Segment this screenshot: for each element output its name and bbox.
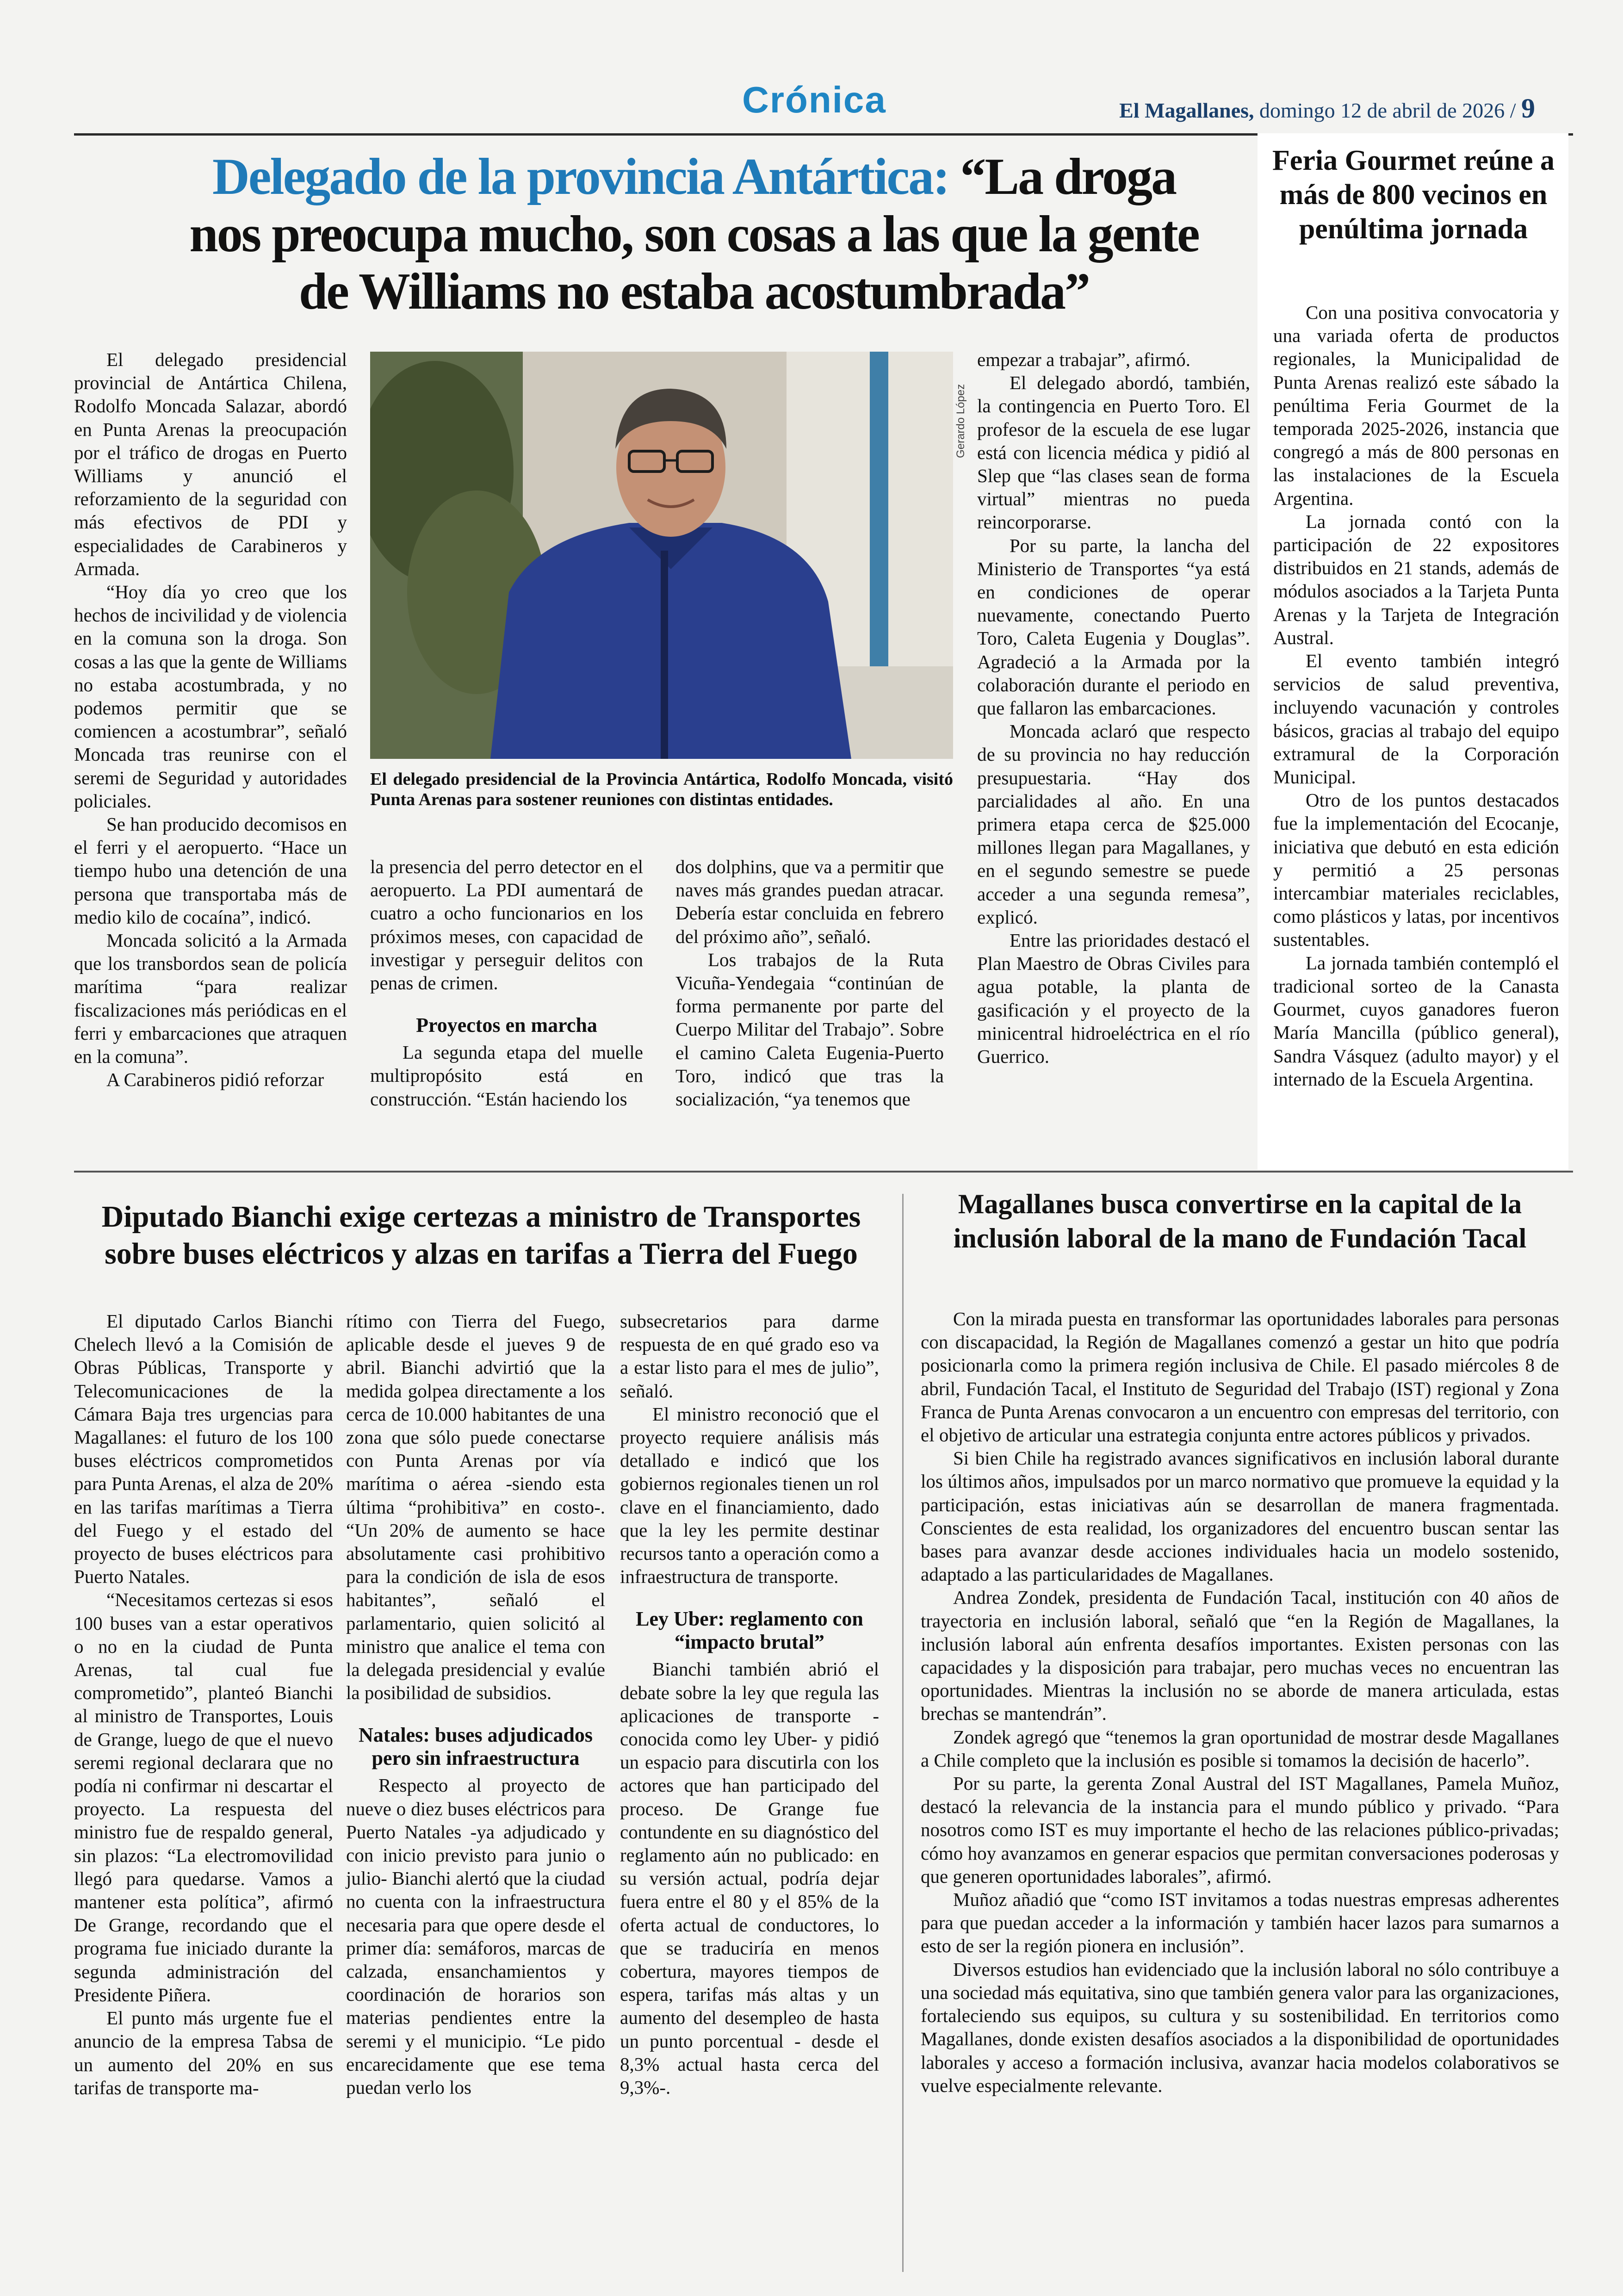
- paragraph: empezar a trabajar”, afirmó.: [977, 349, 1190, 370]
- paragraph: El delegado presidencial provincial de Antártica Chilena, Rodolfo Moncada Salazar, abordó en Punta Arenas la preocupación por el tráfico de drogas en Puerto Williams y anunció el reforzamiento de la seguridad con más efectivos de PDI y especialidades de Carabineros y Armada.: [74, 349, 347, 579]
- issue-date: domingo 12 de abril de 2026: [1259, 99, 1505, 122]
- feria-body: [1273, 301, 1559, 1091]
- paragraph: Moncada solicitó a la Armada que los transbordos sean de policía marítima “para realizar fiscalizaciones más periódicas en el ferri y embarcaciones que atraquen en la comuna”.: [74, 930, 347, 1067]
- feria-headline: Feria Gourmet reúne a más de 800 vecinos en penúltima jornada: [1272, 145, 1555, 245]
- main-story-column-4: [977, 348, 1250, 1068]
- subheading: Proyectos en marcha: [416, 1014, 597, 1037]
- paragraph: Se han producido decomisos en el ferri y el aeropuerto. “Hace un tiempo hubo una detención de una persona que transportaba más de medio kilo de cocaína”, indicó.: [74, 813, 347, 928]
- section-title: Crónica: [742, 79, 886, 120]
- paragraph: Con una positiva convocatoria y una variada oferta de productos regionales, la Municipalidad de Punta Arenas realizó este sábado la penúltima Feria Gourmet de la temporada 2025-2026, instancia que congregó a más de 800 personas en las instalaciones de la Escuela Argentina.: [1273, 302, 1559, 509]
- diputado-column-3: [620, 1309, 879, 2099]
- photo-credit: Gerardo López: [954, 384, 967, 458]
- paragraph: La jornada contó con la participación de 22 expositores distribuidos en 21 stands, además de módulos asociados a la Tarjeta Punta Arenas y la Tarjeta de Integración Austral.: [1273, 510, 1559, 648]
- paragraph: Los trabajos de la Ruta Vicuña-Yendegaia “continúan de forma permanente por parte del Cuerpo Militar del Trabajo”. Sobre el camino Caleta Eugenia-Puerto Toro, indicó que tras la socialización, “ya tenemos que: [675, 949, 944, 1110]
- paragraph: “Hoy día yo creo que los hechos de incivilidad y de violencia en la comuna son la droga. Son cosas a las que la gente de Williams no estaba acostumbrada, y no podemos permitir que se comiencen a acostumbrar”, señaló Moncada tras reunirse con el seremi de Seguridad y autoridades policiales.: [74, 581, 347, 812]
- subheading: Ley Uber: reglamento con “impacto brutal”: [636, 1607, 863, 1654]
- page-number: 9: [1521, 93, 1535, 124]
- paragraph: rítimo con Tierra del Fuego, aplicable desde el jueves 9 de abril. Bianchi advirtió que la medida golpea directamente a los cerca de 10.000 habitantes de una zona que sólo puede conectarse con Punta Arenas por vía marítima o aérea -siendo esta última “prohibitiva” en costo-. “Un 20% de aumento se hace absolutamente casi prohibitivo para la condición de isla de esos habitantes”, señaló el parlamentario, quien solicitó al ministro que analice el tema con la delegada presidencial y evalúe la posibilidad de subsidios.: [346, 1310, 605, 1704]
- headline-quote: “La droga nos preocupa mucho, son cosas a las que la gente de Williams no estaba acostumbrada”: [189, 148, 1199, 320]
- paragraph: Bianchi también abrió el debate sobre la ley que regula las aplicaciones de transporte - conocida como ley Uber- y pidió un espacio para discutirla con los actores que han participado del proceso. De Grange fue contundente en su diagnóstico del reglamento aún no publicado: en su versión actual, podría dejar fuera entre el 80 y el 85% de la oferta actual de conductores, lo que se traduciría en menos cobertura, mayores tiempos de espera, tarifas más altas y un aumento del desempleo de hasta un punto porcentual - desde el 8,3% actual hasta cerca del 9,3%-.: [620, 1658, 879, 2098]
- newspaper-name: El Magallanes,: [1119, 99, 1254, 122]
- diputado-column-2: [346, 1309, 605, 2099]
- subheading: Natales: buses adjudicados pero sin infraestructura: [358, 1724, 593, 1770]
- paragraph: El punto más urgente fue el anuncio de la empresa Tabsa de un aumento del 20% en sus tarifas de transporte ma-: [74, 2007, 333, 2098]
- paragraph: Por su parte, la gerenta Zonal Austral del IST Magallanes, Pamela Muñoz, destacó la relevancia de la instancia para el mundo público y privado. “Para nosotros como IST es muy importante el hecho de las relaciones público-privadas; cómo hoy avanzamos en generar espacios que permitan conversaciones poderosas y que generen oportunidades laborales”, afirmó.: [921, 1773, 1559, 1887]
- paragraph: Zondek agregó que “tenemos la gran oportunidad de mostrar desde Magallanes a Chile completo que la inclusión es posible si tomamos la decisión de hacerlo”.: [921, 1726, 1559, 1771]
- paragraph: Otro de los puntos destacados fue la implementación del Ecocanje, iniciativa que debutó en esta edición y permitió a 25 personas intercambiar materiales reciclables, como plásticos y latas, por incentivos sustentables.: [1273, 789, 1559, 950]
- paragraph: A Carabineros pidió reforzar: [106, 1069, 324, 1091]
- paragraph: Andrea Zondek, presidenta de Fundación Tacal, institución con 40 años de trayectoria en inclusión laboral, señaló que “en la Región de Magallanes, la inclusión laboral aún enfrenta desafíos importantes. Existen personas con las capacidades y la disposición para trabajar, pero muchas veces no encuentran las oportunidades. Mientras la inclusión no se aborde de manera articulada, estas brechas se mantendrán”.: [921, 1587, 1559, 1725]
- section-divider: [74, 1171, 1573, 1173]
- paragraph: Diversos estudios han evidenciado que la inclusión laboral no sólo contribuye a una sociedad más equitativa, sino que también genera valor para las organizaciones, fortaleciendo sus equipos, su cultura y su sostenibilidad. En territorios como Magallanes, donde existen desafíos asociados a la disponibilidad de oportunidades laborales y acceso a formación inclusiva, avanzar hacia modelos colaborativos se vuelve especialmente relevante.: [921, 1958, 1559, 2096]
- diputado-column-1: [74, 1309, 333, 2099]
- paragraph: Si bien Chile ha registrado avances significativos en inclusión laboral durante los últimos años, impulsados por un marco normativo que promueve la equidad y la participación, estas iniciativas aún se desarrollan de manera fragmentada. Conscientes de esta realidad, los organizadores del encuentro buscan sentar las bases para avanzar desde acciones individuales hacia un modelo sostenido, adaptado a las particularidades de Magallanes.: [921, 1447, 1559, 1585]
- paragraph: Por su parte, la lancha del Ministerio de Transportes “ya está en condiciones de operar nuevamente, conectando Puerto Toro, Caleta Eugenia y Douglas”. Agradeció a la Armada por la colaboración durante el periodo en que fallaron las embarcaciones.: [977, 534, 1250, 719]
- paragraph: El ministro reconoció que el proyecto requiere análisis más detallado e indicó que los gobiernos regionales tienen un rol clave en el financiamiento, dado que la ley les permite destinar recursos tanto a operación como a infraestructura de transporte.: [620, 1403, 879, 1588]
- paragraph: El diputado Carlos Bianchi Chelech llevó a la Comisión de Obras Públicas, Transporte y Telecomunicaciones de la Cámara Baja tres urgencias para Magallanes: el futuro de los 100 buses eléctricos comprometidos para Punta Arenas, el alza de 20% en las tarifas marítimas a Tierra del Fuego y el estado del proyecto de buses eléctricos para Puerto Natales.: [74, 1310, 333, 1588]
- paragraph: dos dolphins, que va a permitir que naves más grandes puedan atracar. Debería estar concluida en febrero del próximo año”, señaló.: [675, 856, 944, 947]
- column-divider: [902, 1194, 904, 2272]
- delegate-photo: [370, 352, 953, 759]
- paragraph: La segunda etapa del muelle multipropósito está en construcción. “Están haciendo los: [370, 1042, 643, 1110]
- paragraph: la presencia del perro detector en el aeropuerto. La PDI aumentará de cuatro a ocho funcionarios en los próximos meses, con capacidad de investigar y perseguir delitos con penas de crimen.: [370, 856, 643, 994]
- paragraph: Muñoz añadió que “como IST invitamos a todas nuestras empresas adherentes para que puedan acceder a la información y también hacer lazos para sumarnos a esto de ser la región pionera en inclusión”.: [921, 1889, 1559, 1957]
- tacal-headline: Magallanes busca convertirse en la capital de la inclusión laboral de la mano de Fundación Tacal: [953, 1189, 1527, 1253]
- paragraph: Entre las prioridades destacó el Plan Maestro de Obras Civiles para agua potable, la planta de gasificación y el proyecto de la minicentral hidroeléctrica en el río Guerrico.: [977, 930, 1250, 1067]
- page-folio: [1119, 93, 1535, 124]
- paragraph: Respecto al proyecto de nueve o diez buses eléctricos para Puerto Natales -ya adjudicado y con inicio previsto para junio o julio- Bianchi alertó que la ciudad no cuenta con la infraestructura necesaria para que opere desde el primer día: semáforos, marcas de calzada, ensanchamientos y coordinación de horarios son materias pendientes entre la seremi y el municipio. “Le pido encarecidamente que ese tema puedan verlo los: [346, 1775, 605, 2098]
- main-story-column-1: [74, 348, 347, 1092]
- folio-separator: /: [1510, 99, 1516, 122]
- diputado-headline: Diputado Bianchi exige certezas a ministro de Transportes sobre buses eléctricos y alzas en tarifas a Tierra del Fuego: [101, 1200, 861, 1271]
- headline-lead: Delegado de la provincia Antártica:: [212, 148, 949, 205]
- main-headline: [176, 148, 1212, 320]
- paragraph: El evento también integró servicios de salud preventiva, incluyendo vacunación y controles básicos, gracias al trabajo del equipo extramural de la Corporación Municipal.: [1273, 650, 1559, 788]
- paragraph: Moncada aclaró que respecto de su provincia no hay reducción presupuestaria. “Hay dos parcialidades al año. En una primera etapa cerca de $25.000 millones llegan para Magallanes, y en el segundo semestre se puede acceder a una segunda remesa”, explicó.: [977, 720, 1250, 928]
- main-story-column-3: [675, 855, 944, 1111]
- paragraph: subsecretarios para darme respuesta de en qué grado eso va a estar listo para el mes de julio”, señaló.: [620, 1310, 879, 1402]
- paragraph: “Necesitamos certezas si esos 100 buses van a estar operativos o no en la ciudad de Punta Arenas, tal cual fue comprometido”, planteó Bianchi al ministro de Transportes, Louis de Grange, luego de que el nuevo seremi regional declarara que no podía ni confirmar ni descartar el proyecto. La respuesta del ministro fue de respaldo general, sin plazos: “La electromovilidad llegó para quedarse. Vamos a mantener esta política”, afirmó De Grange, recordando que el programa fue iniciado durante la segunda administración del Presidente Piñera.: [74, 1589, 333, 2005]
- tacal-body: [921, 1307, 1559, 2097]
- main-story-column-2: [370, 855, 643, 1111]
- paragraph: Con la mirada puesta en transformar las oportunidades laborales para personas con discapacidad, la Región de Magallanes comenzó a gestar un hito que podría posicionarla como la primera región inclusiva de Chile. El pasado miércoles 8 de abril, Fundación Tacal, el Instituto de Seguridad del Trabajo (IST) regional y Zona Franca de Punta Arenas convocaron a un encuentro con empresas del territorio, con el objetivo de articular una estrategia conjunta entre actores públicos y privados.: [921, 1308, 1559, 1446]
- paragraph: La jornada también contempló el tradicional sorteo de la Canasta Gourmet, cuyos ganadores fueron María Mancilla (público general), Sandra Vásquez (adulto mayor) y el internado de la Escuela Argentina.: [1273, 952, 1559, 1090]
- photo-caption: El delegado presidencial de la Provincia Antártica, Rodolfo Moncada, visitó Punta Arenas para sostener reuniones con distintas entidades.: [370, 769, 953, 809]
- paragraph: El delegado abordó, también, la contingencia en Puerto Toro. El profesor de la escuela de ese lugar está con licencia médica y pidió al Slep que “las clases sean de forma virtual” mientras no pueda reincorporarse.: [977, 372, 1250, 533]
